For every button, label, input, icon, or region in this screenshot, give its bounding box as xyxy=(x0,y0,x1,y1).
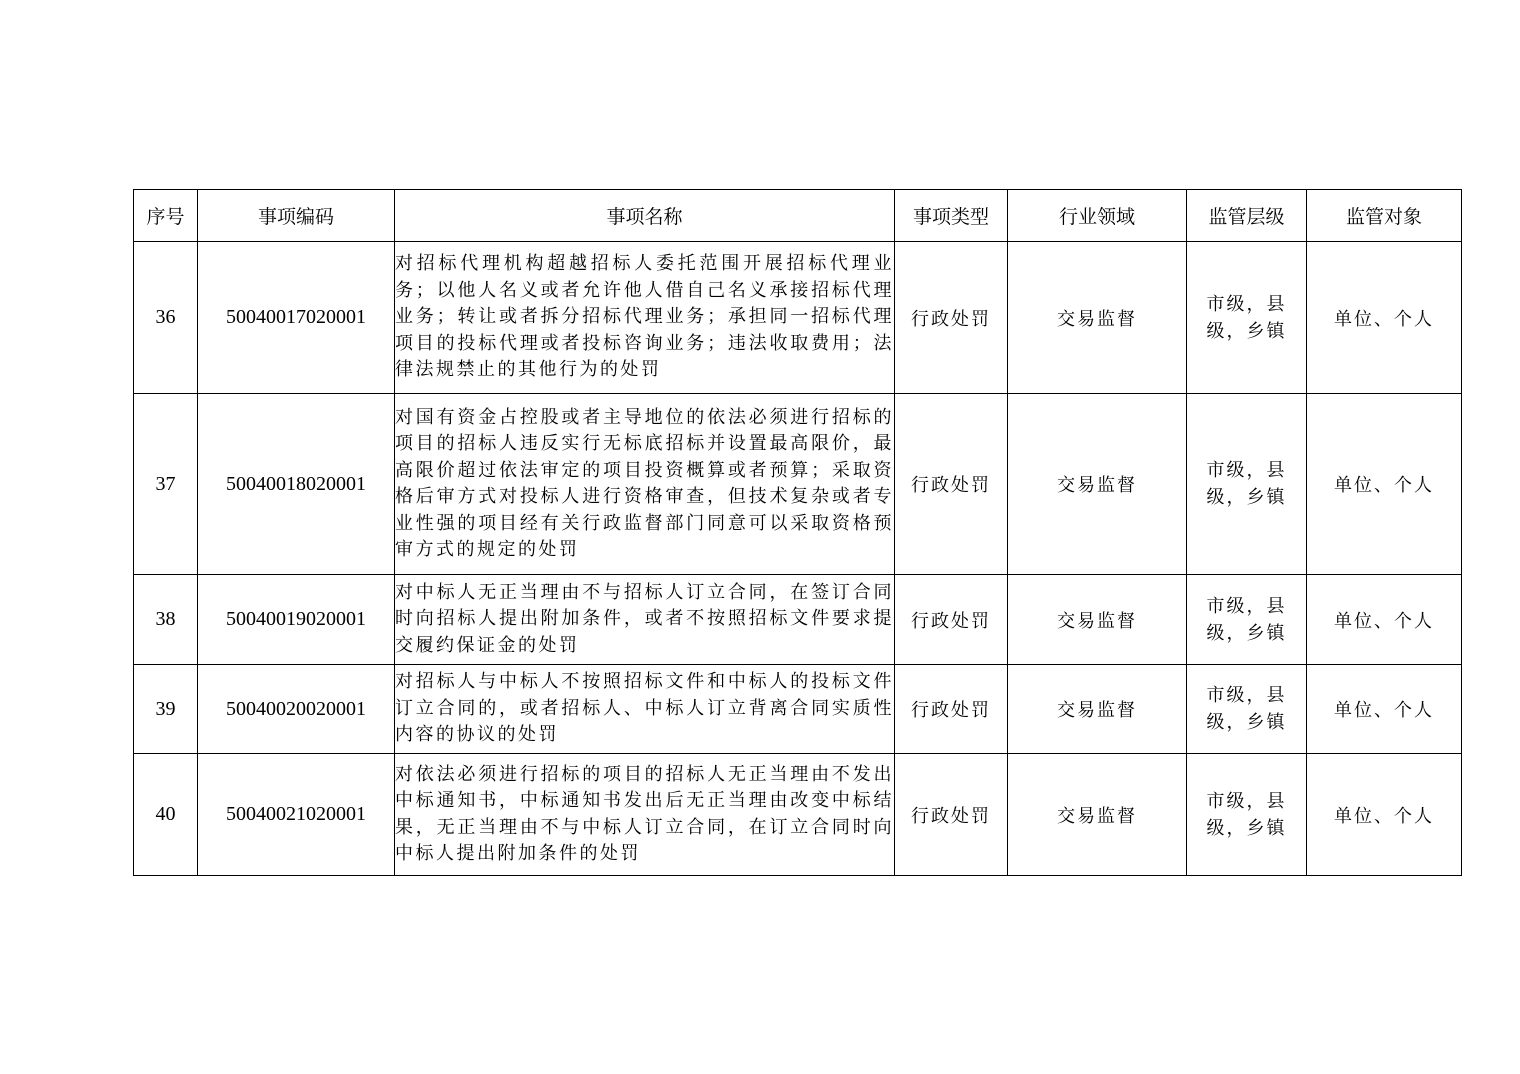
row-level: 市级，县级，乡镇 xyxy=(1187,665,1307,754)
header-level: 监管层级 xyxy=(1187,190,1307,242)
row-level: 市级，县级，乡镇 xyxy=(1187,394,1307,575)
row-code: 50040021020001 xyxy=(198,754,395,876)
row-type: 行政处罚 xyxy=(895,575,1008,665)
row-field: 交易监督 xyxy=(1008,394,1187,575)
row-index: 37 xyxy=(134,394,198,575)
row-object: 单位、个人 xyxy=(1307,575,1462,665)
row-name: 对依法必须进行招标的项目的招标人无正当理由不发出中标通知书，中标通知书发出后无正当理由改变中标结果，无正当理由不与中标人订立合同，在订立合同时向中标人提出附加条件的处罚 xyxy=(395,754,895,876)
regulatory-items-table xyxy=(133,189,1462,876)
header-object: 监管对象 xyxy=(1307,190,1462,242)
row-index: 38 xyxy=(134,575,198,665)
table-row xyxy=(134,394,1462,575)
row-level: 市级，县级，乡镇 xyxy=(1187,575,1307,665)
row-object: 单位、个人 xyxy=(1307,665,1462,754)
row-name: 对国有资金占控股或者主导地位的依法必须进行招标的项目的招标人违反实行无标底招标并设置最高限价，最高限价超过依法审定的项目投资概算或者预算；采取资格后审方式对投标人进行资格审查，但技术复杂或者专业性强的项目经有关行政监督部门同意可以采取资格预审方式的规定的处罚 xyxy=(395,394,895,575)
row-index: 39 xyxy=(134,665,198,754)
header-code: 事项编码 xyxy=(198,190,395,242)
header-row xyxy=(134,190,1462,242)
row-code: 50040017020001 xyxy=(198,242,395,394)
row-field: 交易监督 xyxy=(1008,665,1187,754)
row-object: 单位、个人 xyxy=(1307,754,1462,876)
row-object: 单位、个人 xyxy=(1307,394,1462,575)
table-row xyxy=(134,754,1462,876)
row-type: 行政处罚 xyxy=(895,242,1008,394)
row-field: 交易监督 xyxy=(1008,754,1187,876)
header-name: 事项名称 xyxy=(395,190,895,242)
row-index: 40 xyxy=(134,754,198,876)
row-level: 市级，县级，乡镇 xyxy=(1187,754,1307,876)
table-row xyxy=(134,242,1462,394)
row-name: 对招标代理机构超越招标人委托范围开展招标代理业务；以他人名义或者允许他人借自己名义承接招标代理业务；转让或者拆分招标代理业务；承担同一招标代理项目的投标代理或者投标咨询业务；违法收取费用；法律法规禁止的其他行为的处罚 xyxy=(395,242,895,394)
table-row xyxy=(134,575,1462,665)
header-field: 行业领域 xyxy=(1008,190,1187,242)
header-index: 序号 xyxy=(134,190,198,242)
row-field: 交易监督 xyxy=(1008,575,1187,665)
row-level: 市级，县级，乡镇 xyxy=(1187,242,1307,394)
row-object: 单位、个人 xyxy=(1307,242,1462,394)
row-code: 50040019020001 xyxy=(198,575,395,665)
row-type: 行政处罚 xyxy=(895,754,1008,876)
row-type: 行政处罚 xyxy=(895,394,1008,575)
row-field: 交易监督 xyxy=(1008,242,1187,394)
row-name: 对中标人无正当理由不与招标人订立合同，在签订合同时向招标人提出附加条件，或者不按照招标文件要求提交履约保证金的处罚 xyxy=(395,575,895,665)
row-name: 对招标人与中标人不按照招标文件和中标人的投标文件订立合同的，或者招标人、中标人订立背离合同实质性内容的协议的处罚 xyxy=(395,665,895,754)
row-code: 50040018020001 xyxy=(198,394,395,575)
row-type: 行政处罚 xyxy=(895,665,1008,754)
row-index: 36 xyxy=(134,242,198,394)
table-row xyxy=(134,665,1462,754)
header-type: 事项类型 xyxy=(895,190,1008,242)
row-code: 50040020020001 xyxy=(198,665,395,754)
